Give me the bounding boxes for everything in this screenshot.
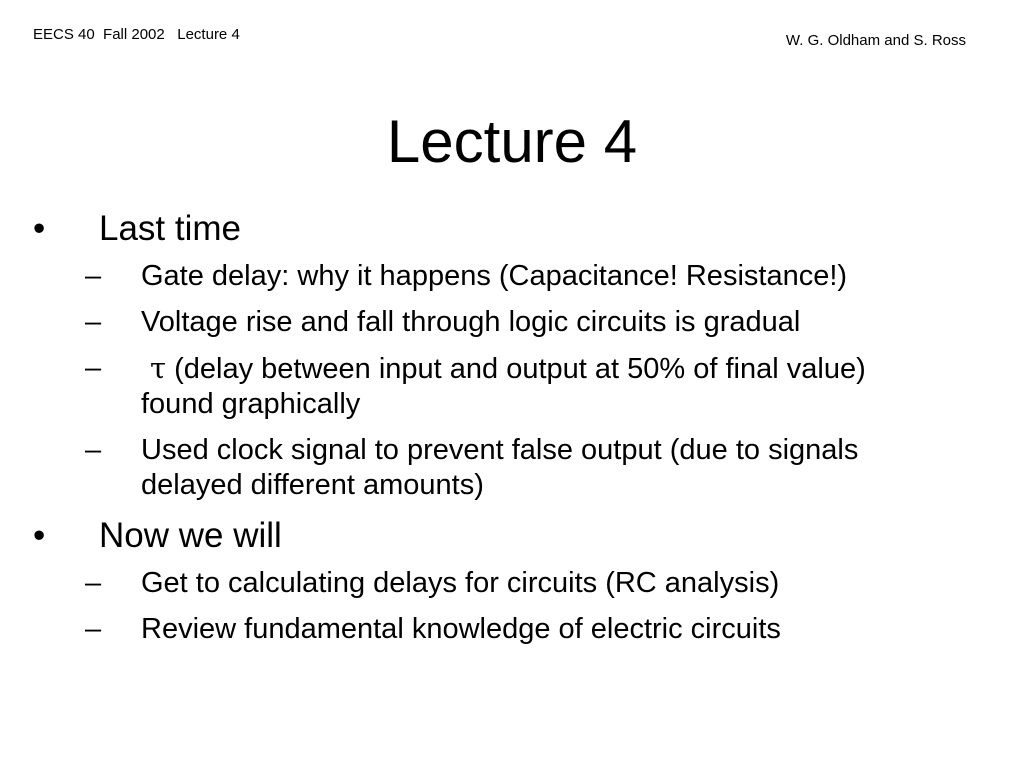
list-item-line: Used clock signal to prevent false output (due to signals bbox=[141, 434, 859, 466]
list-item-text bbox=[150, 350, 866, 387]
dash-marker: – bbox=[85, 306, 102, 338]
list-item-line: delayed different amounts) bbox=[141, 469, 484, 501]
list-item-line: (delay between input and output at 50% of final value) bbox=[166, 353, 866, 385]
dash-marker: – bbox=[85, 613, 102, 645]
dash-marker: – bbox=[85, 434, 102, 466]
bullet-marker: • bbox=[33, 516, 46, 555]
dash-marker: – bbox=[85, 567, 102, 599]
slide-title: Lecture 4 bbox=[386, 108, 638, 175]
bullet-marker: • bbox=[33, 209, 46, 248]
author-header: W. G. Oldham and S. Ross bbox=[785, 32, 966, 49]
list-item-text: Review fundamental knowledge of electric circuits bbox=[141, 613, 781, 645]
dash-marker: – bbox=[85, 260, 102, 292]
course-header: EECS 40 Fall 2002 Lecture 4 bbox=[33, 26, 240, 43]
list-item-line: found graphically bbox=[141, 388, 361, 420]
list-item-text: Gate delay: why it happens (Capacitance! Resistance!) bbox=[141, 260, 848, 292]
list-item-text: Get to calculating delays for circuits (RC analysis) bbox=[141, 567, 780, 599]
dash-marker: – bbox=[85, 352, 102, 384]
section-label: Now we will bbox=[99, 516, 282, 555]
tau-symbol: τ bbox=[150, 351, 167, 385]
section-label: Last time bbox=[99, 209, 241, 248]
list-item-text: Voltage rise and fall through logic circuits is gradual bbox=[141, 306, 801, 338]
